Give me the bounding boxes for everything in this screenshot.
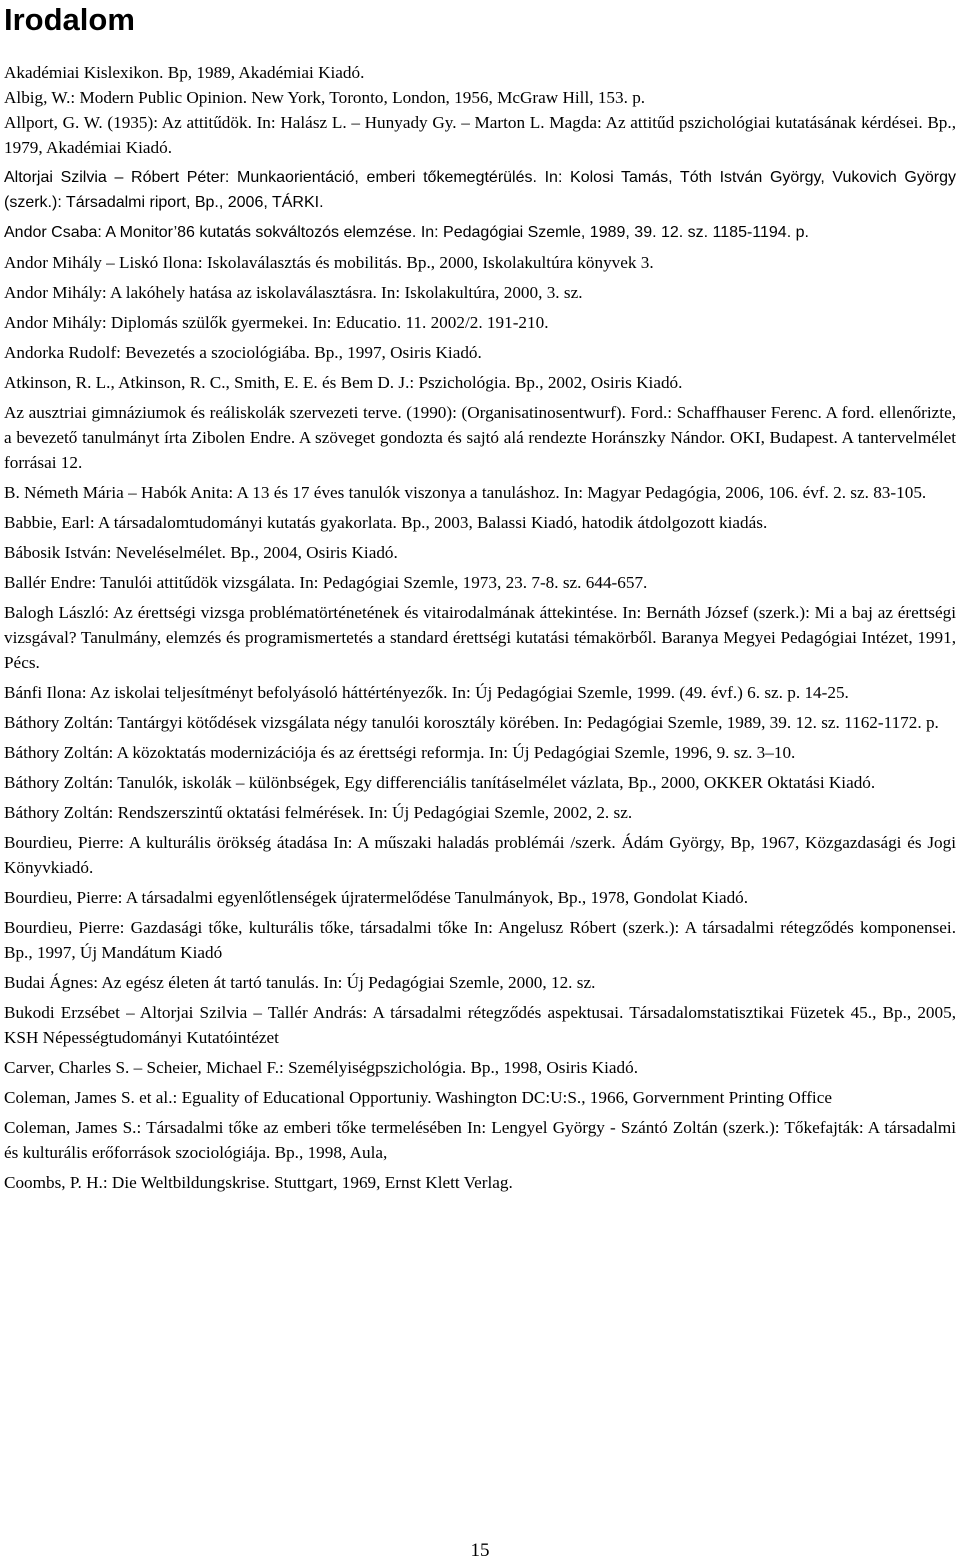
- reference-entry: B. Németh Mária – Habók Anita: A 13 és 17 éves tanulók viszonya a tanuláshoz. In: Magyar Pedagógia, 2006, 106. évf. 2. sz. 83-105.: [4, 483, 927, 502]
- reference-entry: Andorka Rudolf: Bevezetés a szociológiába. Bp., 1997, Osiris Kiadó.: [4, 343, 482, 362]
- reference-entry: Andor Mihály: A lakóhely hatása az iskolaválasztásra. In: Iskolakultúra, 2000, 3. sz.: [4, 283, 583, 302]
- reference-entry: Altorjai Szilvia – Róbert Péter: Munkaorientáció, emberi tőkemegtérülés. In: Kolosi Tamás, Tóth István György, Vukovich György (szerk.): Társadalmi riport, Bp., 2006, TÁRKI.: [4, 169, 956, 211]
- reference-entry: Coleman, James S.: Társadalmi tőke az emberi tőke termelésében In: Lengyel György - Szántó Zoltán (szerk.): Tőkefajták: A társadalmi és kulturális erőforrások szociológiája. Bp., 1998, Aula,: [4, 1118, 956, 1162]
- reference-entry: Bourdieu, Pierre: A kulturális örökség átadása In: A műszaki haladás problémái /szerk. Ádám György, Bp, 1967, Közgazdasági és Jogi Könyvkiadó.: [4, 833, 956, 877]
- reference-entry: Bourdieu, Pierre: Gazdasági tőke, kulturális tőke, társadalmi tőke In: Angelusz Róbert (szerk.): A társadalmi rétegződés komponensei. Bp., 1997, Új Mandátum Kiadó: [4, 918, 956, 962]
- reference-list: [4, 60, 956, 1200]
- reference-entry: Akadémiai Kislexikon. Bp, 1989, Akadémiai Kiadó.: [4, 63, 365, 82]
- reference-entry: Balogh László: Az érettségi vizsga problématörténetének és vitairodalmának áttekintése. In: Bernáth József (szerk.): Mi a baj az érettségi vizsgával? Tanulmány, elemzés és programismertetés a standard érettségi kutatási témakörből. Baranya Megyei Pedagógiai Intézet, 1991, Pécs.: [4, 603, 956, 672]
- reference-entry: Carver, Charles S. – Scheier, Michael F.: Személyiségpszichológia. Bp., 1998, Osiris Kiadó.: [4, 1058, 639, 1077]
- page-title: Irodalom: [4, 2, 135, 37]
- reference-entry: Báthory Zoltán: Tantárgyi kötődések vizsgálata négy tanulói korosztály körében. In: Pedagógiai Szemle, 1989, 39. 12. sz. 1162-1172. p.: [4, 713, 939, 732]
- reference-entry: Báthory Zoltán: Rendszerszintű oktatási felmérések. In: Új Pedagógiai Szemle, 2002, 2. sz.: [4, 803, 633, 822]
- reference-entry: Bukodi Erzsébet – Altorjai Szilvia – Tallér András: A társadalmi rétegződés aspektusai. Társadalomstatisztikai Füzetek 45., Bp., 2005, KSH Népességtudományi Kutatóintézet: [4, 1003, 956, 1047]
- reference-entry: Andor Mihály: Diplomás szülők gyermekei. In: Educatio. 11. 2002/2. 191-210.: [4, 313, 549, 332]
- reference-entry: Coombs, P. H.: Die Weltbildungskrise. Stuttgart, 1969, Ernst Klett Verlag.: [4, 1173, 513, 1192]
- page-number: 15: [470, 1540, 490, 1561]
- reference-entry: Bourdieu, Pierre: A társadalmi egyenlőtlenségek újratermelődése Tanulmányok, Bp., 1978, Gondolat Kiadó.: [4, 888, 749, 907]
- reference-entry: Albig, W.: Modern Public Opinion. New York, Toronto, London, 1956, McGraw Hill, 153. p.: [4, 88, 646, 107]
- reference-entry: Allport, G. W. (1935): Az attitűdök. In: Halász L. – Hunyady Gy. – Marton L. Magda: Az attitűd pszichológiai kutatásának kérdései. Bp., 1979, Akadémiai Kiadó.: [4, 113, 956, 157]
- reference-entry: Ballér Endre: Tanulói attitűdök vizsgálata. In: Pedagógiai Szemle, 1973, 23. 7-8. sz. 644-657.: [4, 573, 648, 592]
- reference-entry: Bánfi Ilona: Az iskolai teljesítményt befolyásoló háttértényezők. In: Új Pedagógiai Szemle, 1999. (49. évf.) 6. sz. p. 14-25.: [4, 683, 849, 702]
- reference-entry: Bábosik István: Neveléselmélet. Bp., 2004, Osiris Kiadó.: [4, 543, 398, 562]
- reference-entry: Báthory Zoltán: Tanulók, iskolák – különbségek, Egy differenciális tanításelmélet vázlata, Bp., 2000, OKKER Oktatási Kiadó.: [4, 773, 876, 792]
- reference-entry: Andor Mihály – Liskó Ilona: Iskolaválasztás és mobilitás. Bp., 2000, Iskolakultúra könyvek 3.: [4, 253, 654, 272]
- reference-entry: Atkinson, R. L., Atkinson, R. C., Smith, E. E. és Bem D. J.: Pszichológia. Bp., 2002, Osiris Kiadó.: [4, 373, 683, 392]
- reference-entry: Budai Ágnes: Az egész életen át tartó tanulás. In: Új Pedagógiai Szemle, 2000, 12. sz.: [4, 973, 596, 992]
- reference-entry: Coleman, James S. et al.: Eguality of Educational Opportuniy. Washington DC:U:S., 1966, Gorvernment Printing Office: [4, 1088, 832, 1107]
- reference-entry: Az ausztriai gimnáziumok és reáliskolák szervezeti terve. (1990): (Organisatinosentwurf). Ford.: Schaffhauser Ferenc. A ford. ellenőrizte, a bevezető tanulmányt írta Zibolen Endre. A szöveget gondozta és sajtó alá rendezte Horánszky Nándor. OKI, Budapest. A tantervelmélet forrásai 12.: [4, 403, 956, 472]
- reference-entry: Andor Csaba: A Monitor’86 kutatás sokváltozós elemzése. In: Pedagógiai Szemle, 1989, 39. 12. sz. 1185-1194. p.: [4, 224, 809, 241]
- reference-entry: Báthory Zoltán: A közoktatás modernizációja és az érettségi reformja. In: Új Pedagógiai Szemle, 1996, 9. sz. 3–10.: [4, 743, 796, 762]
- reference-entry: Babbie, Earl: A társadalomtudományi kutatás gyakorlata. Bp., 2003, Balassi Kiadó, hatodik átdolgozott kiadás.: [4, 513, 768, 532]
